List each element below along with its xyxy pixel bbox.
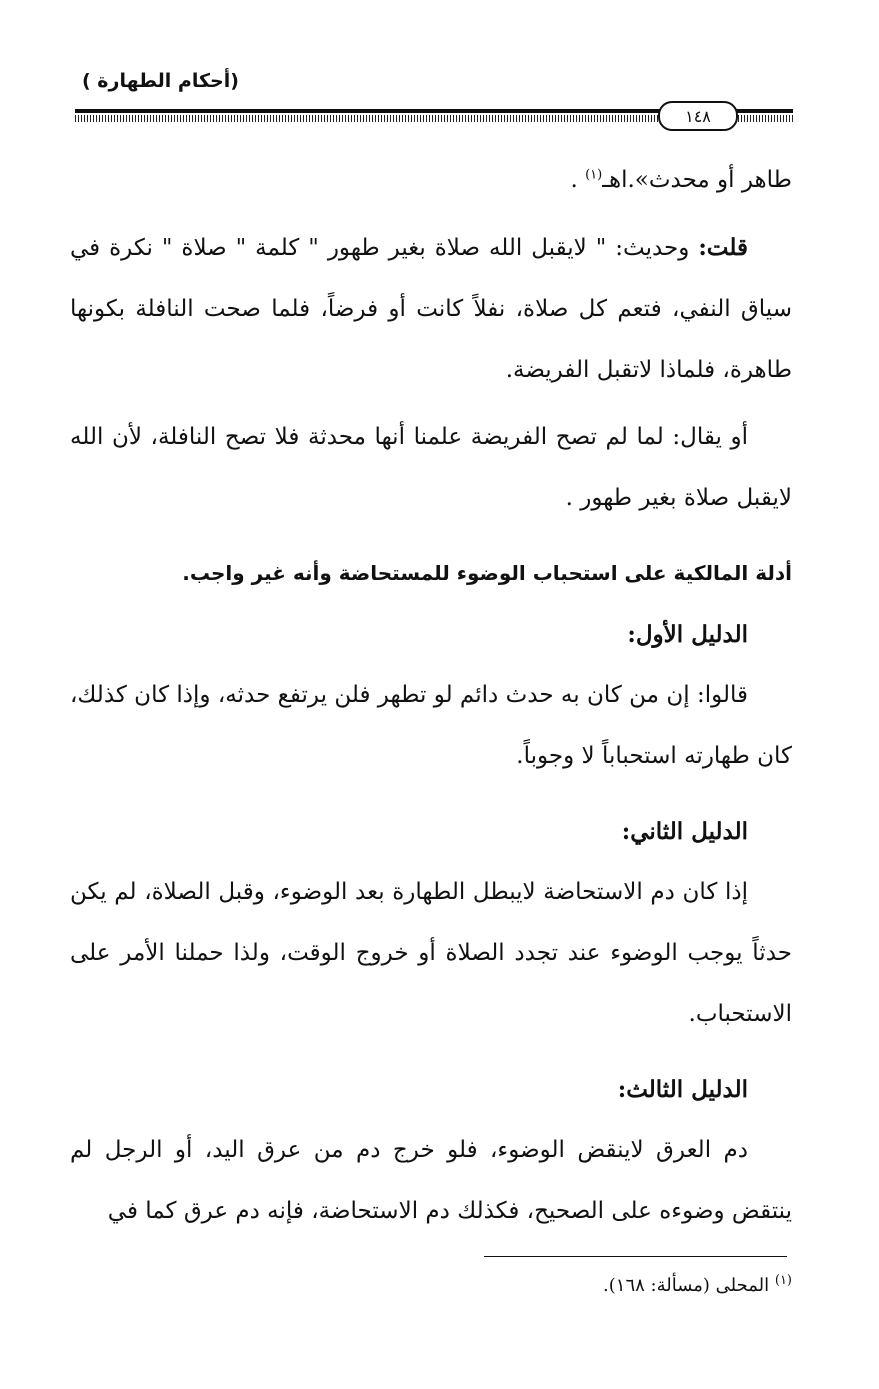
paragraph-lead-word: قلت: (698, 234, 748, 261)
paragraph-hadith-discussion: قلت: وحديث: " لايقبل الله صلاة بغير طهور " كلمة " صلاة " نكرة في سياق النفي، فتعم كل صلاة، نفلاً كانت أو فرضاً، فلما صحت النافلة بكونها طاهرة، فلماذا لاتقبل الفريضة. (70, 234, 792, 383)
paragraph-alternative-argument: أو يقال: لما لم تصح الفريضة علمنا أنها محدثة فلا تصح النافلة، لأن الله لايقبل صلاة بغير طهور . (70, 424, 792, 511)
evidence-2-text: إذا كان دم الاستحاضة لايبطل الطهارة بعد الوضوء، وقبل الصلاة، لم يكن حدثاً يوجب الوضوء عند تجدد الصلاة أو خروج الوقت، ولذا حملنا الأمر على الاستحباب. (70, 879, 792, 1027)
page-number: ١٤٨ (685, 106, 711, 126)
footnote-reference[interactable]: (١) (585, 167, 603, 183)
footnote-number: (١) (774, 1273, 792, 1288)
section-heading: أدلة المالكية على استحباب الوضوء للمستحاضة وأنه غير واجب. (182, 561, 792, 585)
page-number-badge (658, 101, 738, 131)
evidence-1-text: قالوا: إن من كان به حدث دائم لو تطهر فلن يرتفع حدثه، وإذا كان كذلك، كان طهارته استحباباً لا وجوباً. (70, 682, 792, 769)
paragraph-quote-end: طاهر أو محدث».اهـ$^{(١)}$ . (570, 167, 792, 193)
footnote-separator (484, 1256, 787, 1257)
footnote (480, 1275, 792, 1296)
evidence-2-title: الدليل الثاني: (621, 818, 748, 845)
evidence-1-title: الدليل الأول: (627, 621, 748, 648)
evidence-3-title: الدليل الثالث: (617, 1076, 748, 1103)
footnote-text: المحلى (مسألة: ١٦٨). (603, 1275, 775, 1296)
evidence-3-text: دم العرق لاينقض الوضوء، فلو خرج دم من عرق اليد، أو الرجل لم ينتقض وضوءه على الصحيح، فكذلك دم الاستحاضة، فإنه دم عرق كما في (70, 1137, 792, 1224)
page-body (70, 150, 792, 1242)
running-header-title: (أحكام الطهارة ) (82, 70, 239, 92)
